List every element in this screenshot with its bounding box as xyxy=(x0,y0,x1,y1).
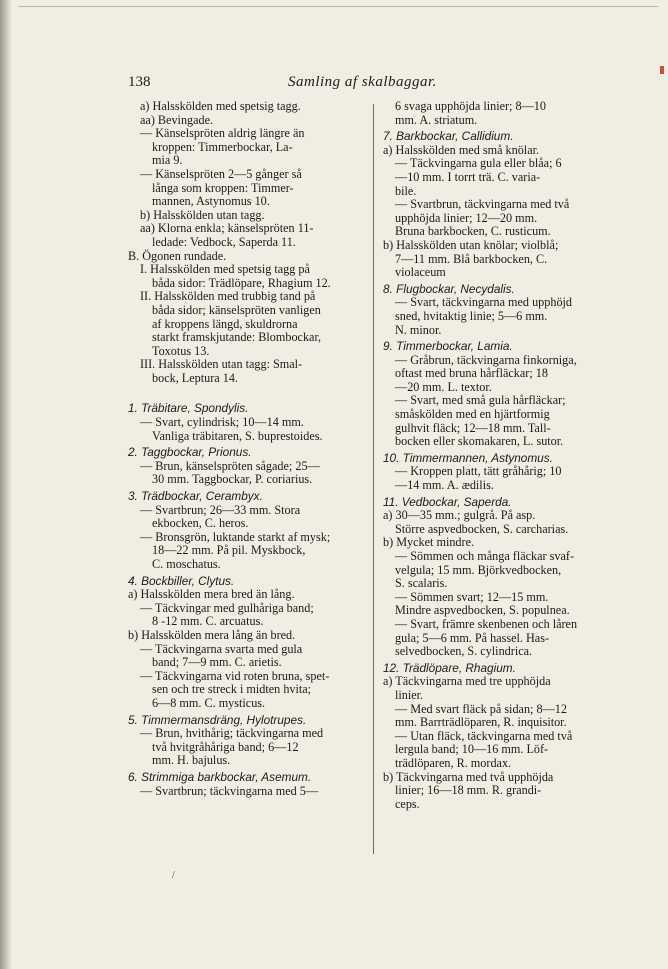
text-line: — Svart, täckvingarna med upphöjd xyxy=(395,295,573,310)
text-line: linier; 16—18 mm. R. grandi- xyxy=(395,783,542,798)
text-line: — Utan fläck, täckvingarna med två xyxy=(395,728,573,743)
text-line: II. Halsskölden med trubbig tand på xyxy=(140,289,316,304)
text-line: selvedbocken, S. cylindrica. xyxy=(395,644,533,659)
text-line: trädlöparen, R. mordax. xyxy=(395,755,512,770)
text-line: —10 mm. I torrt trä. C. varia- xyxy=(395,169,541,184)
text-line: ekbocken, C. heros. xyxy=(152,516,249,531)
text-line: småskölden med en hjärtformig xyxy=(395,407,550,422)
text-line: — Sömmen och många fläckar svaf- xyxy=(395,549,575,563)
text-line: — Täckvingar med gulhåriga band; xyxy=(140,600,314,615)
text-line: sen och tre streck i midten hvita; xyxy=(152,682,312,697)
text-line: bile. xyxy=(395,183,417,198)
text-line: aa) Klorna enkla; känselspröten 11- xyxy=(140,221,314,236)
text-line: a) Täckvingarna med tre upphöjda xyxy=(383,674,551,689)
text-line: 6—8 mm. C. mysticus. xyxy=(152,695,266,710)
text-line: —14 mm. A. ædilis. xyxy=(395,478,494,493)
section-heading: 11. Vedbockar, Saperda. xyxy=(383,494,512,509)
text-line: a) Halsskölden med spetsig tagg. xyxy=(140,99,301,113)
text-line: Vanliga träbitaren, S. buprestoides. xyxy=(152,428,323,443)
text-line: — Känselspröten 2—5 gånger så xyxy=(140,166,302,181)
binding-gutter xyxy=(0,0,12,969)
text-line: Bruna barkbocken, C. rusticum. xyxy=(395,224,551,239)
text-line: — Med svart fläck på sidan; 8—12 xyxy=(395,701,567,716)
text-line: —20 mm. L. textor. xyxy=(395,379,492,394)
text-line: violaceum xyxy=(395,265,446,280)
top-edge-line xyxy=(18,6,658,7)
text-line: aa) Bevingade. xyxy=(140,112,214,127)
text-line: b) Halsskölden utan tagg. xyxy=(140,207,265,222)
text-line: — Svartbrun; 26—33 mm. Stora xyxy=(140,502,301,517)
page-header xyxy=(128,74,598,94)
edge-mark xyxy=(660,66,664,74)
text-line: — Svart, främre skenbenen och låren xyxy=(395,616,578,631)
right-column xyxy=(383,100,601,811)
text-line: sned, hvitaktig linie; 5—6 mm. xyxy=(395,308,548,323)
text-line: 7—11 mm. Blå barkbocken, C. xyxy=(395,251,548,266)
text-line: mia 9. xyxy=(152,153,183,168)
text-line: S. scalaris. xyxy=(395,576,448,591)
section-heading: 5. Timmermansdräng, Hylotrupes. xyxy=(128,712,307,727)
text-line: långa som kroppen: Timmer- xyxy=(152,180,294,195)
text-line: oftast med bruna hårfläckar; 18 xyxy=(395,366,548,381)
text-line: — Känselspröten aldrig längre än xyxy=(140,126,305,141)
text-line: — Täckvingarna svarta med gula xyxy=(140,641,303,656)
text-line: kroppen: Timmerbockar, La- xyxy=(152,139,293,154)
text-line: a) 30—35 mm.; gulgrå. På asp. xyxy=(383,508,536,523)
section-heading: 6. Strimmiga barkbockar, Asemum. xyxy=(128,769,312,784)
text-line: linier. xyxy=(395,687,424,702)
text-line: band; 7—9 mm. C. arietis. xyxy=(152,655,282,670)
text-line: C. moschatus. xyxy=(152,557,221,571)
text-line: mannen, Astynomus 10. xyxy=(152,194,270,209)
text-line: — Svartbrun, täckvingarna med två xyxy=(395,197,570,212)
text-line: 18—22 mm. På pil. Myskbock, xyxy=(152,543,306,558)
text-line: Mindre aspvedbocken, S. populnea. xyxy=(395,603,570,618)
section-heading: 7. Barkbockar, Callidium. xyxy=(383,129,514,144)
section-heading: 9. Timmerbockar, Lamia. xyxy=(383,339,513,354)
text-line: B. Ögonen rundade. xyxy=(128,248,227,263)
text-line: ledade: Vedbock, Saperda 11. xyxy=(152,234,296,249)
text-line: — Gråbrun, täckvingarna finkorniga, xyxy=(395,352,577,367)
text-line: gulhvit fläck; 12—18 mm. Tall- xyxy=(395,420,551,435)
text-line: 30 mm. Taggbockar, P. coriarius. xyxy=(152,472,313,487)
text-line: — Täckvingarna vid roten bruna, spet- xyxy=(140,668,330,683)
text-line: — Brun, känselspröten sågade; 25— xyxy=(140,458,320,473)
running-title: Samling af skalbaggar. xyxy=(288,74,437,90)
text-line: Toxotus 13. xyxy=(152,343,210,358)
text-line: — Kroppen platt, tätt gråhårig; 10 xyxy=(395,464,562,479)
text-line: — Svart, cylindrisk; 10—14 mm. xyxy=(140,415,304,430)
text-line: — Täckvingarna gula eller blåa; 6 xyxy=(395,156,562,171)
section-heading: 12. Trädlöpare, Rhagium. xyxy=(383,660,516,675)
text-line: b) Täckvingarna med två upphöjda xyxy=(383,769,554,784)
text-line: af kroppens längd, skuldrorna xyxy=(152,316,298,331)
page-number: 138 xyxy=(128,74,151,90)
text-line: 6 svaga upphöjda linier; 8—10 xyxy=(395,99,546,113)
text-line: mm. A. striatum. xyxy=(395,112,478,127)
text-line: b) Halsskölden utan knölar; violblå; xyxy=(383,237,559,252)
text-line: Större aspvedbocken, S. carcharias. xyxy=(395,521,569,536)
text-line: båda sidor; känselspröten vanligen xyxy=(152,302,321,317)
section-heading: 3. Trädbockar, Cerambyx. xyxy=(128,489,263,504)
section-heading: 4. Bockbiller, Clytus. xyxy=(128,573,235,588)
text-line: bocken eller skomakaren, L. sutor. xyxy=(395,434,564,449)
text-line: mm. H. bajulus. xyxy=(152,753,231,768)
text-line: gula; 5—6 mm. På hassel. Has- xyxy=(395,630,550,645)
text-line: — Sömmen svart; 12—15 mm. xyxy=(395,589,549,604)
text-line: 8 -12 mm. C. arcuatus. xyxy=(152,614,264,629)
section-heading: 2. Taggbockar, Prionus. xyxy=(128,445,252,460)
text-line: N. minor. xyxy=(395,322,442,337)
section-heading: 10. Timmermannen, Astynomus. xyxy=(383,450,553,465)
text-line: upphöjda linier; 12—20 mm. xyxy=(395,210,538,225)
text-line: mm. Barrträdlöparen, R. inquisitor. xyxy=(395,715,567,730)
text-line: — Brun, hvithårig; täckvingarna med xyxy=(140,726,324,741)
text-line: ceps. xyxy=(395,796,420,811)
left-column xyxy=(128,100,362,798)
text-line: velgula; 15 mm. Björkvedbocken, xyxy=(395,562,562,577)
text-line: b) Halsskölden mera lång än bred. xyxy=(128,627,296,642)
text-line: a) Halsskölden med små knölar. xyxy=(383,142,540,157)
text-line: två hvitgråhåriga band; 6—12 xyxy=(152,739,299,754)
text-line: båda sidor: Trädlöpare, Rhagium 12. xyxy=(152,275,331,290)
text-line: — Bronsgrön, luktande starkt af mysk; xyxy=(140,529,331,544)
text-line: bock, Leptura 14. xyxy=(152,370,238,385)
column-divider xyxy=(373,104,374,854)
section-heading: 8. Flugbockar, Necydalis. xyxy=(383,281,515,296)
text-line: starkt framskjutande: Blombockar, xyxy=(152,330,322,345)
section-heading: 1. Träbitare, Spondylis. xyxy=(128,401,249,416)
text-line: lergula band; 10—16 mm. Löf- xyxy=(395,742,549,757)
text-line: III. Halsskölden utan tagg: Smal- xyxy=(140,357,303,372)
text-line: a) Halsskölden mera bred än lång. xyxy=(128,587,295,602)
text-line: — Svart, med små gula hårfläckar; xyxy=(395,393,566,408)
text-line: — Svartbrun; täckvingarna med 5— xyxy=(140,783,319,798)
footer-mark: / xyxy=(172,870,175,881)
text-line: I. Halsskölden med spetsig tagg på xyxy=(140,262,310,277)
text-line: b) Mycket mindre. xyxy=(383,535,475,550)
